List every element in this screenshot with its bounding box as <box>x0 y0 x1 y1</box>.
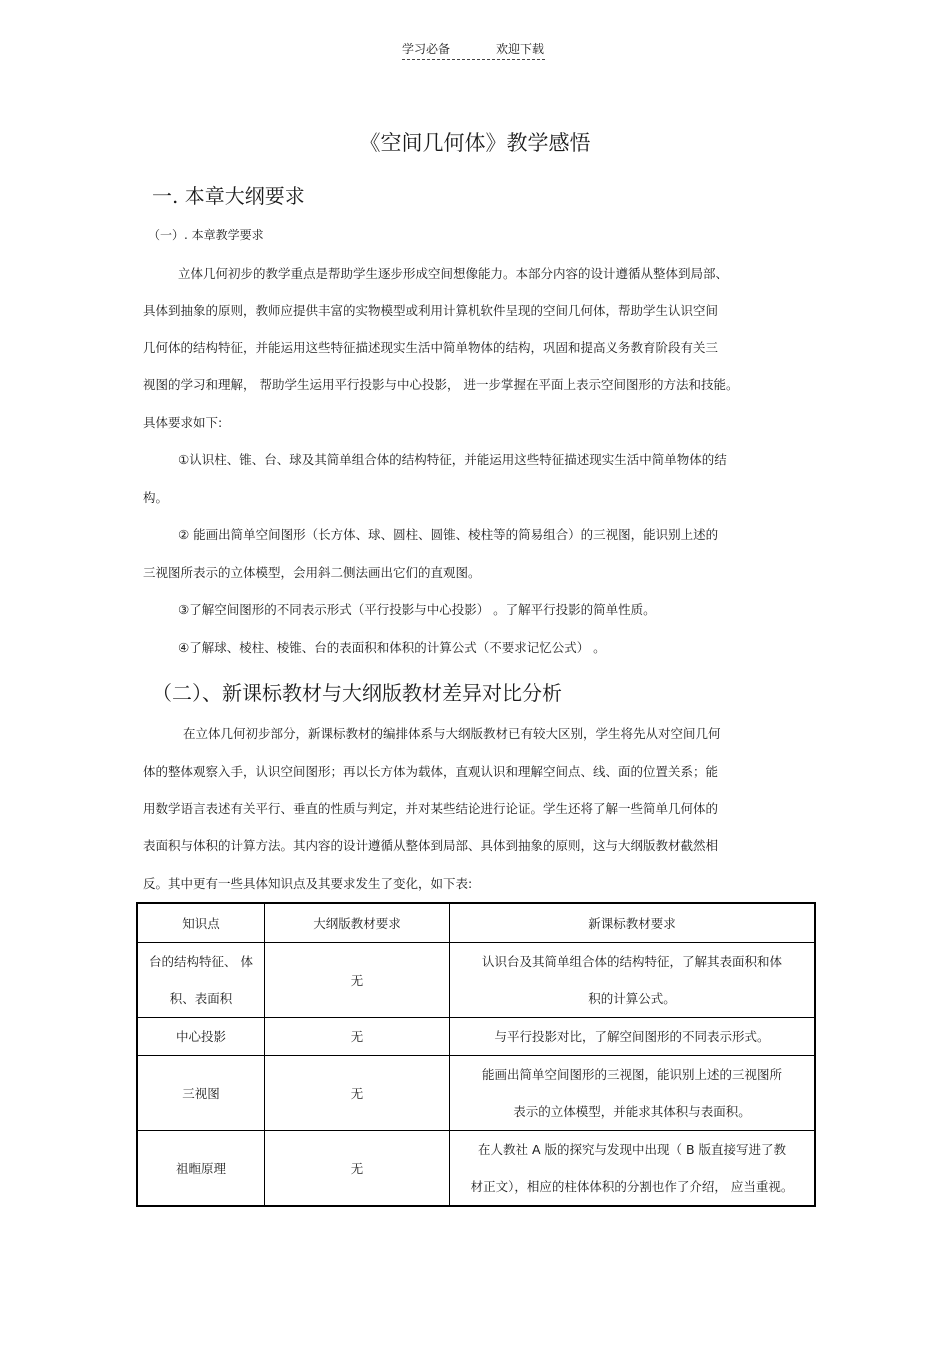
cell-line: 积、表面积 <box>169 991 233 1006</box>
table-row <box>137 943 815 1018</box>
cell-line: 积的计算公式。 <box>588 991 676 1006</box>
header-new-requirement: 新课标教材要求 <box>450 903 816 943</box>
paragraph-line: 立体几何初步的教学重点是帮助学生逐步形成空间想像能力。本部分内容的设计遵循从整体到局部、 <box>178 266 729 281</box>
paragraph-line: 三视图所表示的立体模型，会用斜二侧法画出它们的直观图。 <box>143 565 481 580</box>
new-cell <box>450 943 816 1018</box>
table-header-row <box>137 903 815 943</box>
cell-line: 认识台及其简单组合体的结构特征，了解其表面积和体 <box>481 954 782 969</box>
table-row <box>137 1018 815 1056</box>
paragraph-line: 具体要求如下: <box>143 415 223 430</box>
topic-cell: 三视图 <box>137 1056 265 1131</box>
header-left: 学习必备 <box>402 42 451 56</box>
paragraph-line: 具体到抽象的原则，教师应提供丰富的实物模型或利用计算机软件呈现的空间几何体，帮助学生认识空间 <box>143 303 719 318</box>
cell-line: 在人教社 A 版的探究与发现中出现（ B 版直接写进了教 <box>477 1142 787 1157</box>
header-old-requirement: 大纲版教材要求 <box>265 903 450 943</box>
cell-line: 台的结构特征、 体 <box>149 954 253 969</box>
cell-line: 能画出简单空间图形的三视图，能识别上述的三视图所 <box>481 1067 782 1082</box>
topic-cell: 中心投影 <box>137 1018 265 1056</box>
old-cell: 无 <box>265 943 450 1018</box>
paragraph-line: 表面积与体积的计算方法。其内容的设计遵循从整体到局部、具体到抽象的原则，这与大纲版教材截然相 <box>143 838 719 853</box>
old-cell: 无 <box>265 1056 450 1131</box>
new-cell <box>450 1131 816 1207</box>
paragraph-line: 构。 <box>143 490 169 505</box>
old-cell: 无 <box>265 1018 450 1056</box>
section2-heading: （二）、新课标教材与大纲版教材差异对比分析 <box>152 681 562 705</box>
paragraph-line: 在立体几何初步部分，新课标教材的编排体系与大纲版教材已有较大区别，学生将先从对空间几何 <box>183 726 721 741</box>
paragraph-line: 几何体的结构特征，并能运用这些特征描述现实生活中简单物体的结构，巩固和提高义务教育阶段有关三 <box>143 340 719 355</box>
paragraph-line: 体的整体观察入手，认识空间图形；再以长方体为载体，直观认识和理解空间点、线、面的位置关系；能 <box>143 764 719 779</box>
table-row <box>137 1056 815 1131</box>
new-cell <box>450 1056 816 1131</box>
requirement-4: ④了解球、棱柱、棱锥、台的表面积和体积的计算公式（不要求记忆公式） 。 <box>178 640 606 655</box>
header-topic: 知识点 <box>137 903 265 943</box>
document-title: 《空间几何体》教学感悟 <box>359 131 591 155</box>
topic-cell: 祖暅原理 <box>137 1131 265 1207</box>
table-row <box>137 1131 815 1207</box>
header-right: 欢迎下载 <box>496 42 545 56</box>
requirement-2: ② 能画出简单空间图形（长方体、球、圆柱、圆锥、棱柱等的简易组合）的三视图，能识别上述的 <box>178 527 719 542</box>
old-cell: 无 <box>265 1131 450 1207</box>
new-cell: 与平行投影对比，了解空间图形的不同表示形式。 <box>450 1018 816 1056</box>
section1-heading: 一. 本章大纲要求 <box>152 184 305 208</box>
comparison-table <box>136 902 816 1207</box>
cell-line: 材正文），相应的柱体体积的分割也作了介绍， 应当重视。 <box>470 1179 794 1194</box>
requirement-1: ①认识柱、锥、台、球及其简单组合体的结构特征，并能运用这些特征描述现实生活中简单物体的结 <box>178 452 727 467</box>
paragraph-line: 视图的学习和理解， 帮助学生运用平行投影与中心投影， 进一步掌握在平面上表示空间图形的方法和技能。 <box>143 377 739 392</box>
page-header <box>402 40 545 60</box>
paragraph-line: 用数学语言表述有关平行、垂直的性质与判定，并对某些结论进行论证。学生还将了解一些简单几何体的 <box>143 801 719 816</box>
paragraph-line: 反。其中更有一些具体知识点及其要求发生了变化，如下表: <box>143 876 473 891</box>
topic-cell <box>137 943 265 1018</box>
requirement-3: ③了解空间图形的不同表示形式（平行投影与中心投影） 。了解平行投影的简单性质。 <box>178 602 656 617</box>
section1-subheading: （一）. 本章教学要求 <box>148 228 264 242</box>
cell-line: 表示的立体模型，并能求其体积与表面积。 <box>513 1104 751 1119</box>
